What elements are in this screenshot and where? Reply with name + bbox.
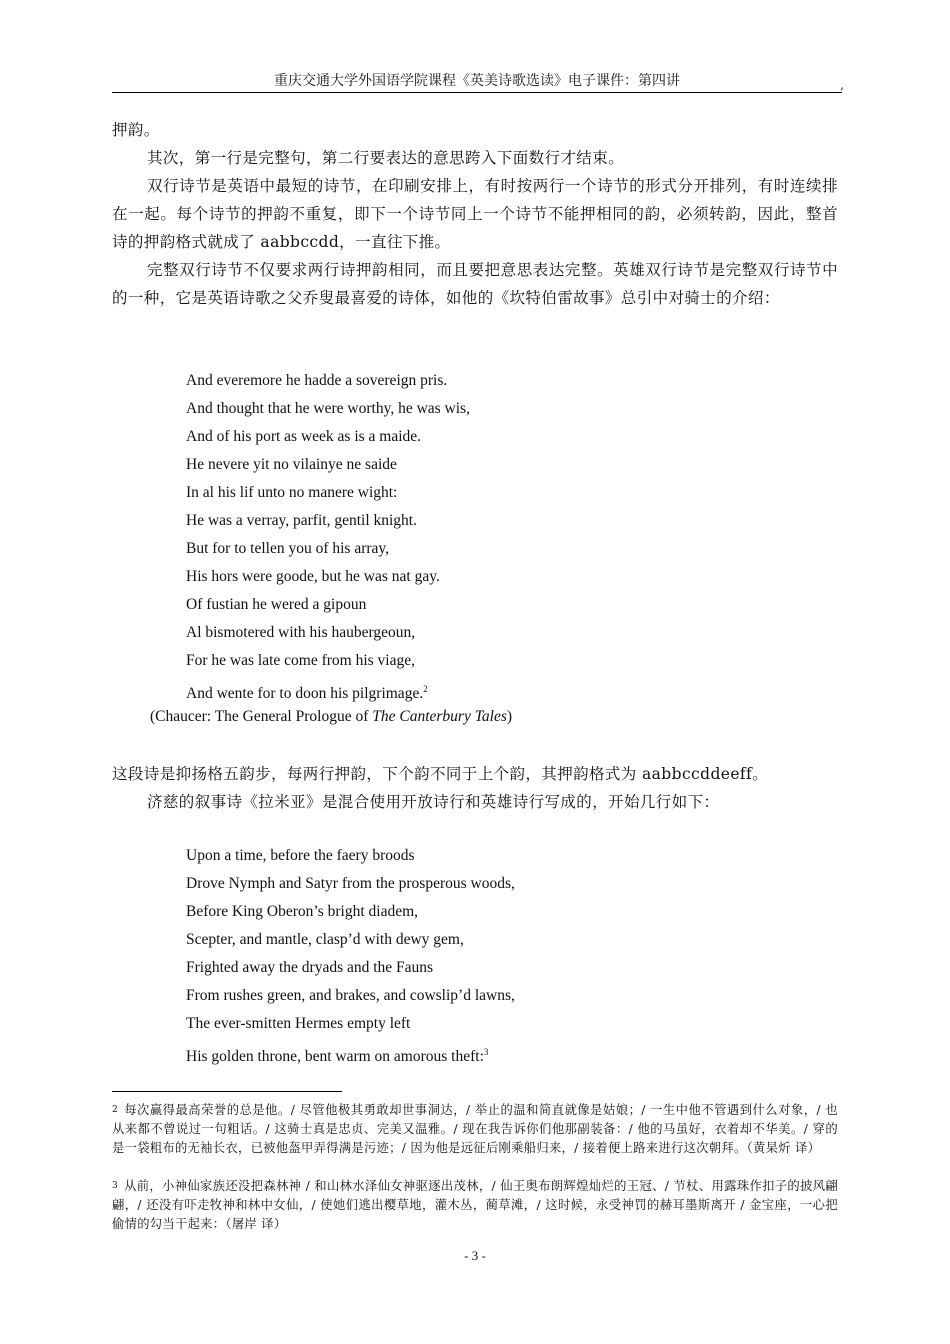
poem-line: His hors were goode, but he was nat gay. — [186, 568, 440, 585]
header-title: 重庆交通大学外国语学院课程《英美诗歌选读》电子课件：第四讲 — [274, 73, 680, 89]
footnote-number: 2 — [112, 1105, 119, 1115]
footnote-separator — [112, 1091, 342, 1092]
footnote-ref-2[interactable]: 2 — [423, 684, 428, 694]
poem-line: Before King Oberon’s bright diadem, — [186, 903, 419, 920]
footnote-ref-3[interactable]: 3 — [483, 1047, 489, 1057]
paragraph-2: 其次，第一行是完整句，第二行要表达的意思跨入下面数行才结束。 — [147, 149, 625, 167]
poem-line-last — [186, 1038, 515, 1071]
paragraph-1: 押韵。 — [112, 121, 160, 139]
footnote-number: 3 — [112, 1181, 119, 1191]
footnote-text: 每次赢得最高荣誉的总是他。/ 尽管他极其勇敢却世事洞达，/ 举止的温和简直就像是姑娘；/ 一生中他不管遇到什么对象，/ 也从来都不曾说过一句粗话。/ 这骑士真是忠贞、完美又温雅。/ 现在我告诉你们他那副装备：/ 他的马虽好，衣着却不华美。/ 穿的是一袋粗布的无袖长衣，已被他盔甲弄得满是污迹；/ 因为他是远征后刚乘船归来，/ 接着便上路来进行这次朝拜。（黄杲炘 译） — [112, 1103, 838, 1155]
poem-line: Frighted away the dryads and the Fauns — [186, 959, 434, 976]
poem-line: Drove Nymph and Satyr from the prosperous woods, — [186, 875, 515, 892]
paragraph-5: 这段诗是抑扬格五韵步，每两行押韵，下个韵不同于上个韵，其押韵格式为 aabbccddeeff。 — [112, 765, 769, 783]
chaucer-poem — [186, 367, 470, 708]
poem-line: And thought that he were worthy, he was wis, — [186, 400, 470, 417]
poem-line: Upon a time, before the faery broods — [186, 847, 415, 864]
poem-line: And wente for to doon his pilgrimage. — [186, 685, 424, 702]
credit-prefix: (Chaucer: The General Prologue of — [150, 708, 373, 725]
poem-line: His golden throne, bent warm on amorous theft: — [186, 1048, 484, 1065]
keats-poem — [186, 842, 515, 1071]
poem-line: But for to tellen you of his array, — [186, 540, 390, 557]
poem-line: From rushes green, and brakes, and cowslip’d lawns, — [186, 987, 515, 1004]
footnote-3 — [112, 1177, 838, 1234]
paragraph-4: 完整双行诗节不仅要求两行诗押韵相同，而且要把意思表达完整。英雄双行诗节是完整双行诗节中的一种，它是英语诗歌之父乔叟最喜爱的诗体，如他的《坎特伯雷故事》总引中对骑士的介绍： — [112, 261, 838, 307]
poem-line: The ever-smitten Hermes empty left — [186, 1015, 411, 1032]
credit-suffix: ) — [506, 708, 513, 725]
poem-line: He nevere yit no vilainye ne saide — [186, 456, 397, 473]
poem-credit — [150, 703, 512, 731]
running-header — [112, 72, 842, 93]
header-mark: , — [840, 78, 844, 92]
poem-line: For he was late come from his viage, — [186, 652, 415, 669]
paragraph-3: 双行诗节是英语中最短的诗节，在印刷安排上，有时按两行一个诗节的形式分开排列，有时连续排在一起。每个诗节的押韵不重复，即下一个诗节同上一个诗节不能押相同的韵，必须转韵，因此，整首诗的押韵格式就成了 aabbccdd，一直往下推。 — [112, 177, 838, 251]
poem-line: Scepter, and mantle, clasp’d with dewy gem, — [186, 931, 464, 948]
poem-line: And everemore he hadde a sovereign pris. — [186, 372, 448, 389]
footnote-text: 从前，小神仙家族还没把森林神 / 和山林水泽仙女神驱逐出茂林，/ 仙王奥布朗辉煌灿烂的王冠、/ 节杖、用露珠作扣子的披风翩翩，/ 还没有吓走牧神和林中女仙，/ 使她们逃出樱草地，灌木丛，蔺草滩，/ 这时候，永受神罚的赫耳墨斯离开 / 金宝座，一心把偷情的勾当干起来：（屠岸 译） — [112, 1179, 838, 1231]
footnote-2 — [112, 1101, 838, 1158]
poem-line: In al his lif unto no manere wight: — [186, 484, 398, 501]
poem-line: Of fustian he wered a gipoun — [186, 596, 367, 613]
page-number: - 3 - — [464, 1248, 486, 1263]
credit-title: The Canterbury Tales — [372, 708, 507, 725]
paragraph-6: 济慈的叙事诗《拉米亚》是混合使用开放诗行和英雄诗行写成的，开始几行如下： — [147, 793, 720, 811]
poem-line: And of his port as week as is a maide. — [186, 428, 422, 445]
poem-line: He was a verray, parfit, gentil knight. — [186, 512, 417, 529]
poem-line: Al bismotered with his haubergeoun, — [186, 624, 416, 641]
